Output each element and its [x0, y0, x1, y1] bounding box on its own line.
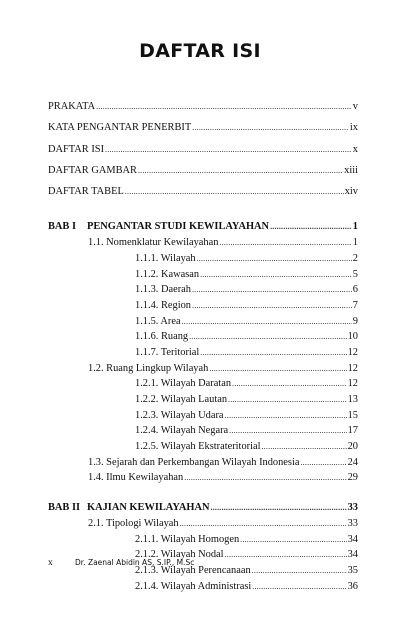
- chapter-number: BAB II: [48, 502, 81, 514]
- page-number: 17: [347, 425, 358, 437]
- subsection-entry[interactable]: [48, 410, 358, 426]
- entry-label: 1.4. Ilmu Kewilayahan: [88, 472, 184, 484]
- footer-author: Dr. Zaenal Abidin AS, S.IP., M.Sc: [75, 558, 195, 567]
- entry-label: 1.1.7. Teritorial: [135, 346, 200, 358]
- page-number: 1: [352, 221, 358, 233]
- entry-label: 1.1. Nomenklatur Kewilayahan: [88, 237, 219, 249]
- leader-dots: [232, 379, 347, 388]
- page-number: x: [352, 143, 358, 155]
- page-number: 33: [347, 502, 358, 514]
- entry-label: DAFTAR TABEL: [48, 186, 124, 198]
- subsection-entry[interactable]: [48, 394, 358, 410]
- leader-dots: [125, 187, 344, 196]
- section-entry[interactable]: [48, 472, 358, 488]
- entry-label: 2.1.2. Wilayah Nodal: [135, 549, 224, 561]
- section-entry[interactable]: [48, 237, 358, 253]
- entry-label: KATA PENGANTAR PENERBIT: [48, 122, 192, 134]
- leader-dots: [105, 145, 352, 154]
- leader-dots: [240, 535, 346, 544]
- toc-entry[interactable]: [48, 165, 358, 186]
- page-number: 1: [352, 237, 358, 249]
- entry-label: 1.2. Ruang Lingkup Wilayah: [88, 362, 209, 374]
- section-entry[interactable]: [48, 518, 358, 534]
- section-entry[interactable]: [48, 363, 358, 379]
- page-number: 12: [347, 362, 358, 374]
- page-number: 33: [347, 517, 358, 529]
- leader-dots: [200, 270, 352, 279]
- subsection-entry[interactable]: [48, 378, 358, 394]
- page-number: 2: [352, 252, 358, 264]
- subsection-entry[interactable]: [48, 425, 358, 441]
- page-number: 29: [347, 472, 358, 484]
- entry-label: 1.2.1. Wilayah Daratan: [135, 378, 232, 390]
- leader-dots: [200, 348, 346, 357]
- subsection-entry[interactable]: [48, 534, 358, 550]
- page-number: 5: [352, 268, 358, 280]
- page-number: 34: [347, 549, 358, 561]
- toc-entry[interactable]: [48, 101, 358, 122]
- entry-label: DAFTAR ISI: [48, 143, 105, 155]
- page-number: 36: [347, 580, 358, 592]
- page-footer: [48, 558, 194, 568]
- entry-label: 1.1.4. Region: [135, 299, 191, 311]
- subsection-entry[interactable]: [48, 253, 358, 269]
- entry-label: 1.2.5. Wilayah Ekstrateritorial: [135, 441, 261, 453]
- chapter-1-entries: [48, 237, 358, 488]
- page-number: 12: [347, 346, 358, 358]
- entry-label: 2.1. Tipologi Wilayah: [88, 517, 179, 529]
- entry-label: 2.1.1. Wilayah Homogen: [135, 533, 240, 545]
- subsection-entry[interactable]: [48, 300, 358, 316]
- page-number: 20: [347, 441, 358, 453]
- subsection-entry[interactable]: [48, 269, 358, 285]
- page-number: 12: [347, 378, 358, 390]
- entry-label: 1.2.3. Wilayah Udara: [135, 409, 224, 421]
- toc-entry[interactable]: [48, 122, 358, 143]
- entry-label: 1.1.6. Ruang: [135, 331, 189, 343]
- entry-label: PRAKATA: [48, 101, 96, 112]
- leader-dots: [225, 550, 347, 559]
- subsection-entry[interactable]: [48, 316, 358, 332]
- subsection-entry[interactable]: [48, 331, 358, 347]
- leader-dots: [228, 395, 347, 404]
- page-number: 10: [347, 331, 358, 343]
- page-number: 35: [347, 564, 358, 576]
- page-number: 6: [352, 284, 358, 296]
- leader-dots: [209, 364, 346, 373]
- toc-entry[interactable]: [48, 144, 358, 165]
- subsection-entry[interactable]: [48, 441, 358, 457]
- entry-label: 1.1.3. Daerah: [135, 284, 191, 296]
- entry-label: 1.1.1. Wilayah: [135, 252, 196, 264]
- page-number: 13: [347, 394, 358, 406]
- entry-label: 1.2.4. Wilayah Negara: [135, 425, 229, 437]
- leader-dots: [192, 123, 349, 132]
- leader-dots: [182, 317, 352, 326]
- leader-dots: [219, 238, 351, 247]
- leader-dots: [192, 285, 352, 294]
- page-number: v: [352, 101, 358, 112]
- entry-label: 1.1.5. Area: [135, 315, 181, 327]
- page-number: xiv: [344, 186, 358, 198]
- chapter-title: PENGANTAR STUDI KEWILAYAHAN: [87, 221, 270, 233]
- page-number: ix: [349, 122, 358, 134]
- front-matter-list: [48, 101, 358, 207]
- toc-entry[interactable]: [48, 186, 358, 207]
- leader-dots: [211, 503, 347, 512]
- leader-dots: [300, 458, 346, 467]
- chapter-title: KAJIAN KEWILAYAHAN: [87, 502, 210, 514]
- leader-dots: [197, 254, 352, 263]
- page-number: 7: [352, 299, 358, 311]
- table-of-contents: [48, 101, 358, 596]
- page-number: 9: [352, 315, 358, 327]
- entry-label: 1.1.2. Kawasan: [135, 268, 200, 280]
- leader-dots: [189, 332, 347, 341]
- leader-dots: [252, 566, 347, 575]
- leader-dots: [252, 582, 346, 591]
- leader-dots: [225, 411, 347, 420]
- entry-label: 1.3. Sejarah dan Perkembangan Wilayah Indonesia: [88, 456, 300, 468]
- entry-label: 2.1.3. Wilayah Perencanaan: [135, 564, 251, 576]
- page-number: 15: [347, 409, 358, 421]
- entry-label: DAFTAR GAMBAR: [48, 164, 137, 176]
- leader-dots: [180, 519, 347, 528]
- leader-dots: [192, 301, 352, 310]
- leader-dots: [184, 473, 346, 482]
- leader-dots: [270, 222, 352, 231]
- entry-label: 1.2.2. Wilayah Lautan: [135, 394, 228, 406]
- page-number: xiii: [344, 164, 358, 176]
- subsection-entry[interactable]: [48, 581, 358, 597]
- chapter-number: BAB I: [48, 221, 77, 233]
- footer-page-number: x: [48, 558, 53, 568]
- page-number: 24: [347, 456, 358, 468]
- leader-dots: [138, 166, 343, 175]
- page-number: 34: [347, 533, 358, 545]
- entry-label: 2.1.4. Wilayah Administrasi: [135, 580, 252, 592]
- section-entry[interactable]: [48, 457, 358, 473]
- leader-dots: [229, 426, 346, 435]
- subsection-entry[interactable]: [48, 284, 358, 300]
- subsection-entry[interactable]: [48, 347, 358, 363]
- page-title: DAFTAR ISI: [139, 40, 261, 62]
- leader-dots: [96, 102, 352, 111]
- chapter-1-heading[interactable]: [48, 221, 358, 237]
- chapter-2-heading[interactable]: [48, 502, 358, 518]
- leader-dots: [261, 442, 346, 451]
